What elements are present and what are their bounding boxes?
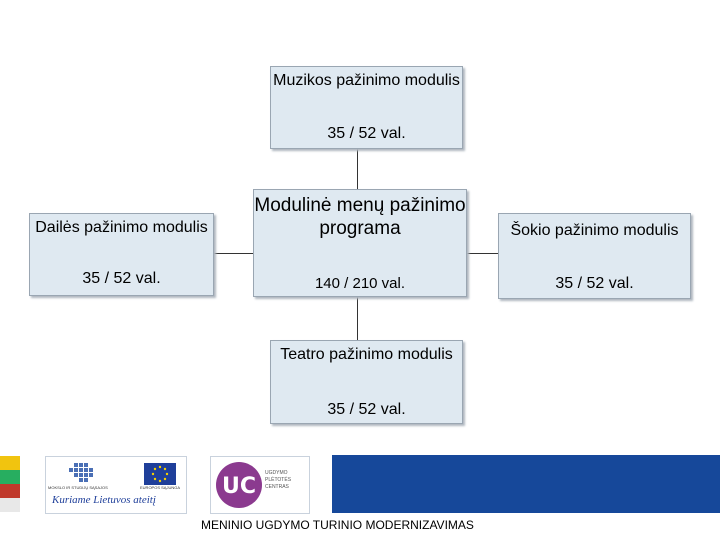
module-hours: 35 / 52 val. [327, 401, 406, 418]
module-box-dance [498, 213, 691, 299]
flag-stripe-yellow [0, 456, 20, 470]
connector-top [357, 149, 358, 189]
program-box-center [253, 189, 467, 297]
module-title: Muzikos pažinimo modulis [273, 72, 460, 89]
esf-caption: MOKSLO IR STUDIJŲ SĄSAJOS [48, 485, 108, 490]
module-hours: 35 / 52 val. [555, 275, 634, 292]
flag-stripe-green [0, 470, 20, 484]
footer-blue-bar [332, 455, 720, 513]
esf-slogan: Kuriame Lietuvos ateitį [52, 494, 156, 506]
connector-bottom [357, 297, 358, 340]
connector-right [467, 253, 498, 254]
module-title: Šokio pažinimo modulis [510, 222, 679, 239]
upc-logo-mark: UC [221, 474, 257, 499]
eu-caption: EUROPOS SĄJUNGA [140, 485, 181, 490]
module-hours: 35 / 52 val. [327, 125, 406, 142]
module-title: Dailės pažinimo modulis [35, 219, 208, 236]
connector-left [214, 253, 253, 254]
module-box-music [270, 66, 463, 149]
module-box-theatre [270, 340, 463, 424]
flag-stripe-red [0, 484, 20, 498]
module-box-art [29, 213, 214, 296]
program-title: Modulinė menų pažinimo programa [254, 195, 466, 239]
footer-caption: MENINIO UGDYMO TURINIO MODERNIZAVIMAS [201, 518, 474, 532]
program-hours: 140 / 210 val. [314, 275, 406, 292]
module-title: Teatro pažinimo modulis [280, 346, 453, 363]
flag-stripe-white [0, 498, 20, 512]
module-hours: 35 / 52 val. [82, 270, 161, 287]
upc-name: UGDYMO PLĖTOTĖS CENTRAS [265, 470, 292, 490]
